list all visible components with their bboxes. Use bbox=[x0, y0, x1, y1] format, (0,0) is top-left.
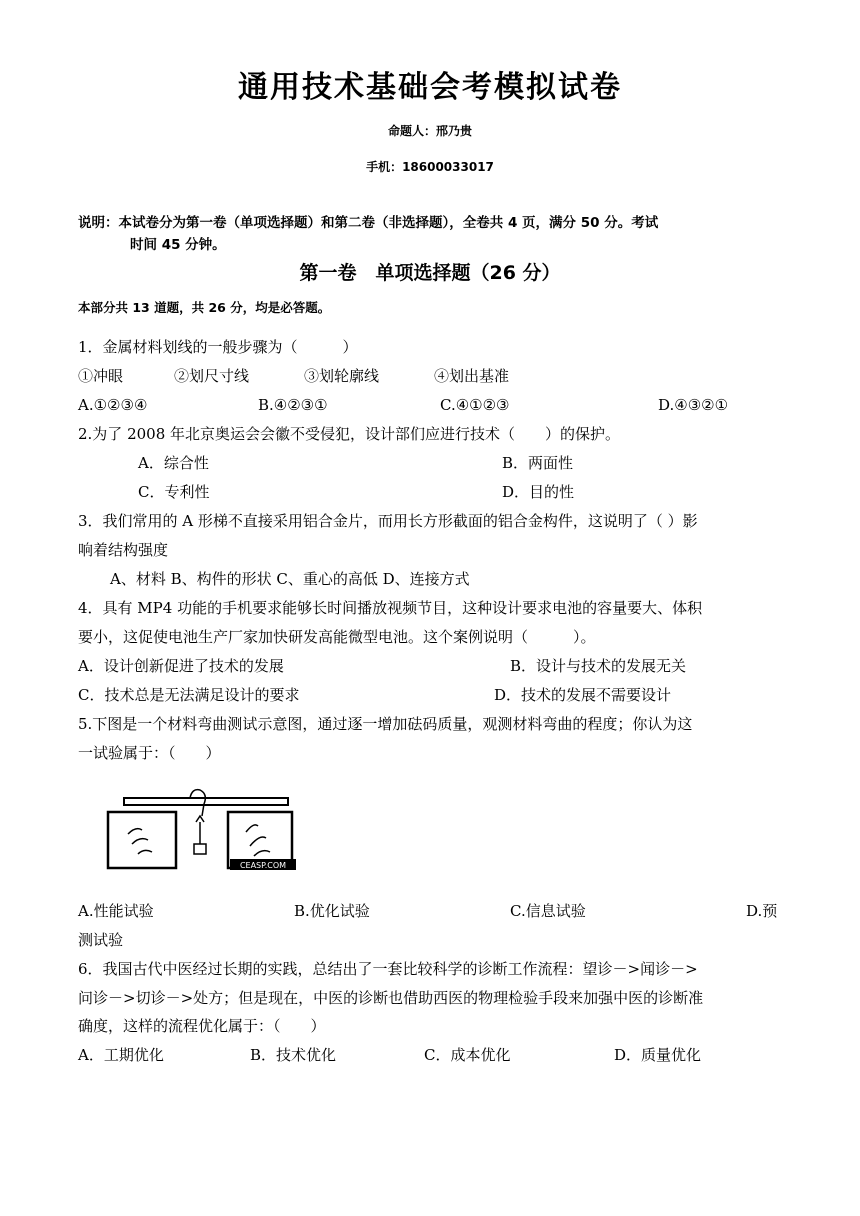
q2-option-c: C．专利性 bbox=[138, 483, 210, 501]
instructions bbox=[78, 212, 778, 256]
q3-stem-line-1: 3．我们常用的 A 形梯不直接采用铝合金片，而用长方形截面的铝合金构件，这说明了（ ）影 bbox=[78, 512, 698, 530]
phone-line: 手机：18600033017 bbox=[366, 160, 494, 174]
q1-option-b: B.④②③① bbox=[258, 396, 328, 414]
q4-option-c: C．技术总是无法满足设计的要求 bbox=[78, 686, 300, 704]
q5-stem-line-1: 5.下图是一个材料弯曲测试示意图，通过逐一增加砝码质量，观测材料弯曲的程度；你认为这 bbox=[78, 715, 693, 733]
q1-step-3: ③划轮廓线 bbox=[304, 367, 380, 385]
q4-stem-line-2: 要小，这促使电池生产厂家加快研发高能微型电池。这个案例说明（ ）。 bbox=[78, 628, 596, 646]
q5-stem-line-2: 一试验属于：（ ） bbox=[78, 744, 221, 762]
exam-title: 通用技术基础会考模拟试卷 bbox=[238, 70, 622, 105]
q4-option-d: D．技术的发展不需要设计 bbox=[494, 686, 672, 704]
q3-options: A、材料 B、构件的形状 C、重心的高低 D、连接方式 bbox=[110, 570, 470, 588]
q6-option-c: C．成本优化 bbox=[424, 1046, 511, 1064]
q2-option-d: D．目的性 bbox=[502, 483, 575, 501]
q1-option-d: D.④③②① bbox=[658, 396, 729, 414]
q3-stem-line-2: 响着结构强度 bbox=[78, 541, 169, 559]
instructions-line-2: 时间 45 分钟。 bbox=[130, 237, 226, 253]
q6-stem-line-3: 确度，这样的流程优化属于：（ ） bbox=[78, 1017, 326, 1035]
figure-watermark: CEASP.COM bbox=[239, 861, 287, 870]
q6-stem-line-2: 问诊－>切诊－>处方；但是现在，中医的诊断也借助西医的物理检验手段来加强中医的诊断准 bbox=[78, 989, 704, 1007]
q5-option-c: C.信息试验 bbox=[510, 902, 586, 920]
q1-option-c: C.④①②③ bbox=[440, 396, 510, 414]
q2-option-b: B．两面性 bbox=[502, 454, 574, 472]
q5-option-a: A.性能试验 bbox=[78, 902, 154, 920]
q1-option-a: A.①②③④ bbox=[78, 396, 148, 414]
q6-option-a: A．工期优化 bbox=[78, 1046, 164, 1064]
q6-stem-line-1: 6．我国古代中医经过长期的实践，总结出了一套比较科学的诊断工作流程：望诊－>闻诊－> bbox=[78, 960, 698, 978]
q4-option-b: B．设计与技术的发展无关 bbox=[510, 657, 687, 675]
q5-option-d: D.预 bbox=[746, 902, 778, 920]
q4-option-a: A．设计创新促进了技术的发展 bbox=[78, 657, 284, 675]
author-line: 命题人：邢乃贵 bbox=[387, 124, 472, 138]
q5-option-d-wrap: 测试验 bbox=[78, 931, 124, 949]
q6-option-d: D．质量优化 bbox=[614, 1046, 702, 1064]
q1-step-2: ②划尺寸线 bbox=[174, 367, 250, 385]
q4-stem-line-1: 4．具有 MP4 功能的手机要求能够长时间播放视频节目，这种设计要求电池的容量要大、体积 bbox=[78, 599, 703, 617]
q1-stem: 1．金属材料划线的一般步骤为（ ） bbox=[78, 338, 358, 356]
section-note: 本部分共 13 道题，共 26 分，均是必答题。 bbox=[78, 300, 331, 315]
q6-option-b: B．技术优化 bbox=[250, 1046, 337, 1064]
instructions-line-1: 说明：本试卷分为第一卷（单项选择题）和第二卷（非选择题），全卷共 4 页，满分 50 分。考试 bbox=[78, 215, 659, 231]
q2-option-a: A．综合性 bbox=[138, 454, 209, 472]
q1-step-4: ④划出基准 bbox=[434, 367, 510, 385]
bending-test-figure bbox=[104, 786, 304, 876]
section-title: 第一卷 单项选择题（26 分） bbox=[299, 262, 561, 284]
q5-option-b: B.优化试验 bbox=[294, 902, 370, 920]
q1-step-1: ①冲眼 bbox=[78, 367, 124, 385]
q2-stem: 2.为了 2008 年北京奥运会会徽不受侵犯，设计部们应进行技术（ ）的保护。 bbox=[78, 425, 621, 443]
